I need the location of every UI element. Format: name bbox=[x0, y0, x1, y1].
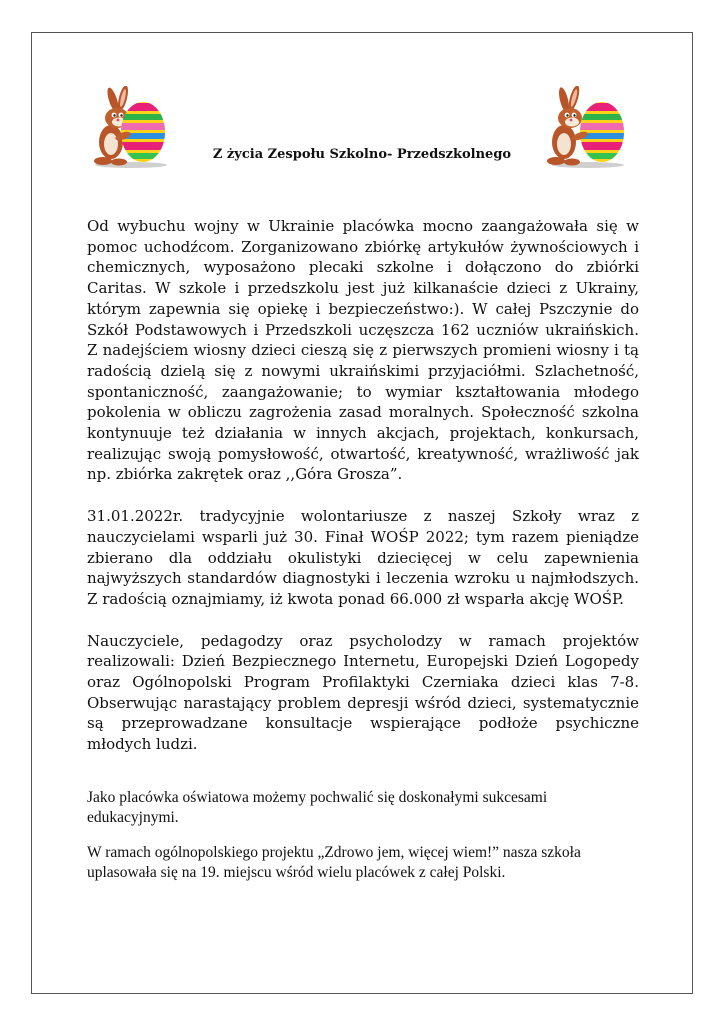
paragraph-wosp: 31.01.2022r. tradycyjnie wolontariusze z naszej Szkoły wraz z nauczycielami wsparli już 30. Finał WOŚP 2022; tym razem pieniądze zbierano dla oddziału okulistyki dziecięcej w celu zapewnienia najwyższych standardów diagnostyki i leczenia wzroku u najmłodszych. Z radością oznajmiamy, iż kwota ponad 66.000 zł wsparła akcję WOŚP. bbox=[87, 507, 639, 608]
paragraph-ukraine-aid: Od wybuchu wojny w Ukrainie placówka mocno zaangażowała się w pomoc uchodźcom. Zorganizowano zbiórkę artykułów żywnościowych i chemicznych, wyposażono plecaki szkolne i dołączono do zbiórki Caritas. W szkole i przedszkolu jest już kilkanaście dzieci z Ukrainy, którym zapewnia się opiekę i bezpieczeństwo:). W całej Pszczynie do Szkół Podstawowych i Przedszkoli uczęszcza 162 uczniów ukraińskich. Z nadejściem wiosny dzieci cieszą się z pierwszych promieni wiosny i tą radością dzielą się z nowymi ukraińskimi przyjaciółmi. Szlachetność, spontaniczność, zaangażowanie; to wymiar kształtowania młodego pokolenia w obliczu zagrożenia zasad moralnych. Społeczność szkolna kontynuuje też działania w innych akcjach, projektach, konkursach, realizując swoją pomysłowość, otwartość, kreatywność, wrażliwość jak np. zbiórka zakrętek oraz ,,Góra Grosza”. bbox=[87, 217, 639, 484]
page-title: Z życia Zespołu Szkolno- Przedszkolnego bbox=[212, 147, 512, 162]
article-body bbox=[87, 216, 639, 884]
paragraph-competition: W ramach ogólnopolskiego projektu „Zdrowo jem, więcej wiem!” nasza szkoła uplasowała się na 19. miejscu wśród wielu placówek z całej Polski. bbox=[87, 843, 581, 882]
paragraph-projects: Nauczyciele, pedagodzy oraz psycholodzy w ramach projektów realizowali: Dzień Bezpiecznego Internetu, Europejski Dzień Logopedy oraz Ogólnopolski Program Profilaktyki Czerniaka dzieci klas 7-8. Obserwując narastający problem depresji wśród dzieci, systematycznie są przeprowadzane konsultacje wspierające podłoże psychiczne młodych ludzi. bbox=[87, 631, 639, 754]
paragraph-successes: Jako placówka oświatowa możemy pochwalić się doskonałymi sukcesami edukacyjnymi. bbox=[87, 788, 548, 827]
